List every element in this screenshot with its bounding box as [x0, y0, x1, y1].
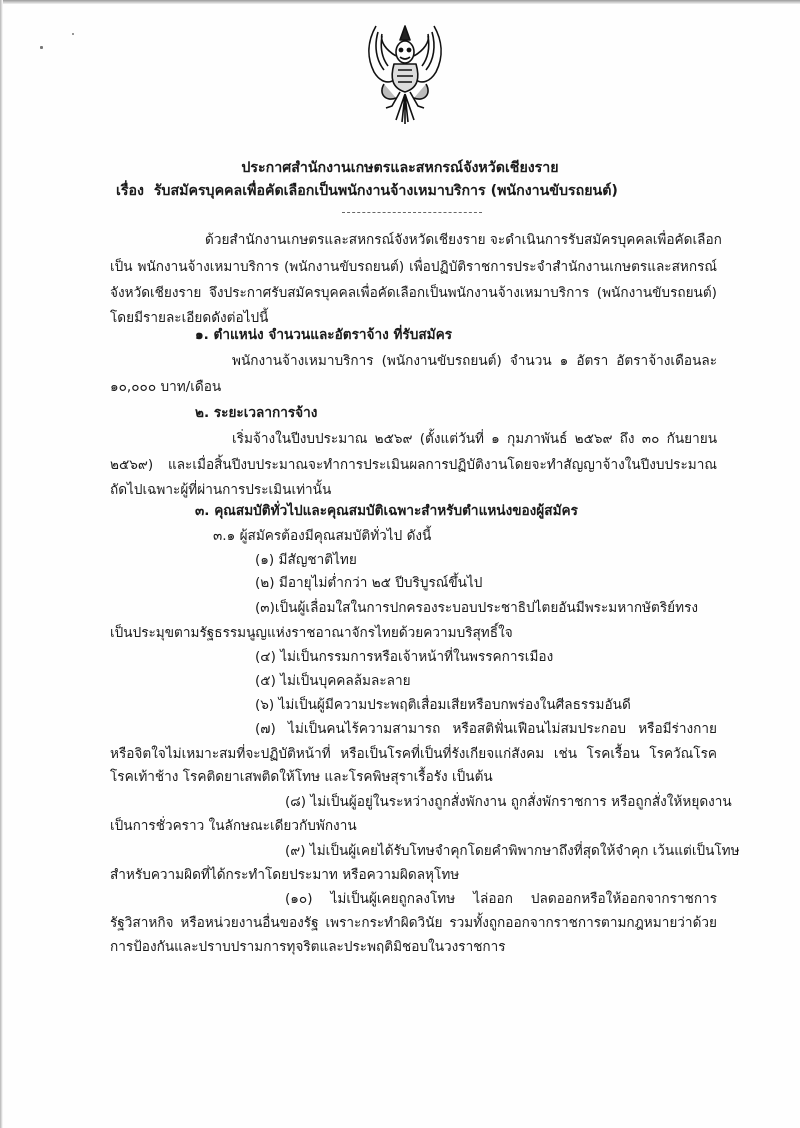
subject-text: รับสมัครบุคคลเพื่อคัดเลือกเป็นพนักงานจ้างเหมาบริการ (พนักงานขับรถยนต์)	[153, 183, 618, 199]
qualification-item-7-line-2: หรือจิตใจไม่เหมาะสมที่จะปฏิบัติหน้าที่ หรือเป็นโรคที่เป็นที่รังเกียจแก่สังคม เช่น โรคเรื้อน โรควัณโรค	[110, 746, 717, 762]
announcement-title: ประกาศสำนักงานเกษตรและสหกรณ์จังหวัดเชียงราย	[241, 160, 559, 176]
garuda-emblem-icon	[362, 22, 448, 128]
qualification-item-8-line-2: เป็นการชั่วคราว ในลักษณะเดียวกับพักงาน	[110, 818, 357, 834]
section-1-line-2: ๑๐,๐๐๐ บาท/เดือน	[110, 379, 222, 395]
scan-speck	[40, 46, 43, 49]
section-1-line-1: พนักงานจ้างเหมาบริการ (พนักงานขับรถยนต์) จำนวน ๑ อัตรา อัตราจ้างเดือนละ	[232, 353, 717, 369]
subject-line	[116, 180, 618, 202]
qualification-item-5: (๕) ไม่เป็นบุคคลล้มละลาย	[255, 673, 411, 689]
qualification-item-2: (๒) มีอายุไม่ต่ำกว่า ๒๕ ปีบริบูรณ์ขึ้นไป	[255, 575, 483, 591]
section-2-line-2: ๒๕๖๙) และเมื่อสิ้นปีงบประมาณจะทำการประเมินผลการปฏิบัติงานโดยจะทำสัญญาจ้างในปีงบประมาณ	[110, 457, 717, 473]
qualification-item-9-line-1: (๙) ไม่เป็นผู้เคยได้รับโทษจำคุกโดยคำพิพากษาถึงที่สุดให้จำคุก เว้นแต่เป็นโทษ	[285, 843, 740, 859]
qualification-item-3-line-2: เป็นประมุขตามรัฐธรรมนูญแห่งราชอาณาจักรไทยด้วยความบริสุทธิ์ใจ	[110, 625, 513, 641]
section-3-heading: ๓. คุณสมบัติทั่วไปและคุณสมบัติเฉพาะสำหรับตำแหน่งของผู้สมัคร	[195, 503, 578, 519]
intro-line-4: โดยมีรายละเอียดดังต่อไปนี้	[110, 310, 269, 326]
intro-line-2: เป็น พนักงานจ้างเหมาบริการ (พนักงานขับรถยนต์) เพื่อปฏิบัติราชการประจำสำนักงานเกษตรและสหกรณ์	[110, 259, 717, 275]
qualification-item-6: (๖) ไม่เป็นผู้มีความประพฤติเสื่อมเสียหรือบกพร่องในศีลธรรมอันดี	[255, 697, 631, 713]
qualification-item-3-line-1: (๓)เป็นผู้เลื่อมใสในการปกครองระบอบประชาธิปไตยอันมีพระมหากษัตริย์ทรง	[255, 600, 699, 616]
header-divider	[342, 212, 482, 213]
scan-edge	[0, 0, 800, 4]
intro-line-1: ด้วยสำนักงานเกษตรและสหกรณ์จังหวัดเชียงราย จะดำเนินการรับสมัครบุคคลเพื่อคัดเลือก	[205, 232, 722, 248]
section-2-heading: ๒. ระยะเวลาการจ้าง	[195, 405, 318, 421]
section-2-line-1: เริ่มจ้างในปีงบประมาณ ๒๕๖๙ (ตั้งแต่วันที่ ๑ กุมภาพันธ์ ๒๕๖๙ ถึง ๓๐ กันยายน	[232, 431, 717, 447]
scan-speck	[72, 33, 74, 35]
qualification-item-10-line-2: รัฐวิสาหกิจ หรือหน่วยงานอื่นของรัฐ เพราะกระทำผิดวินัย รวมทั้งถูกออกจากราชการตามกฎหมายว่าด้วย	[110, 915, 717, 931]
qualification-item-7-line-1: (๗) ไม่เป็นคนไร้ความสามารถ หรือสติฟั่นเฟือนไม่สมประกอบ หรือมีร่างกาย	[255, 721, 717, 737]
qualification-item-7-line-3: โรคเท้าช้าง โรคติดยาเสพติดให้โทษ และโรคพิษสุราเรื้อรัง เป็นต้น	[110, 769, 493, 785]
qualification-item-10-line-3: การป้องกันและปราบปรามการทุจริตและประพฤติมิชอบในวงราชการ	[110, 939, 506, 955]
section-2-line-3: ถัดไปเฉพาะผู้ที่ผ่านการประเมินเท่านั้น	[110, 482, 332, 498]
intro-line-3: จังหวัดเชียงราย จึงประกาศรับสมัครบุคคลเพื่อคัดเลือกเป็นพนักงานจ้างเหมาบริการ (พนักงานขับรถยนต์)	[110, 285, 717, 301]
qualification-item-1: (๑) มีสัญชาติไทย	[255, 552, 357, 568]
subject-label: เรื่อง	[116, 183, 144, 199]
qualification-item-4: (๔) ไม่เป็นกรรมการหรือเจ้าหน้าที่ในพรรคการเมือง	[255, 649, 554, 665]
qualification-item-9-line-2: สำหรับความผิดที่ได้กระทำโดยประมาท หรือความผิดลหุโทษ	[110, 867, 460, 883]
section-3-subheading: ๓.๑ ผู้สมัครต้องมีคุณสมบัติทั่วไป ดังนี้	[213, 528, 432, 544]
section-1-heading: ๑. ตำแหน่ง จำนวนและอัตราจ้าง ที่รับสมัคร	[195, 327, 453, 343]
qualification-item-10-line-1: (๑๐) ไม่เป็นผู้เคยถูกลงโทษ ไล่ออก ปลดออกหรือให้ออกจากราชการ	[285, 891, 717, 907]
qualification-item-8-line-1: (๘) ไม่เป็นผู้อยู่ในระหว่างถูกสั่งพักงาน ถูกสั่งพักราชการ หรือถูกสั่งให้หยุดงาน	[285, 794, 732, 810]
